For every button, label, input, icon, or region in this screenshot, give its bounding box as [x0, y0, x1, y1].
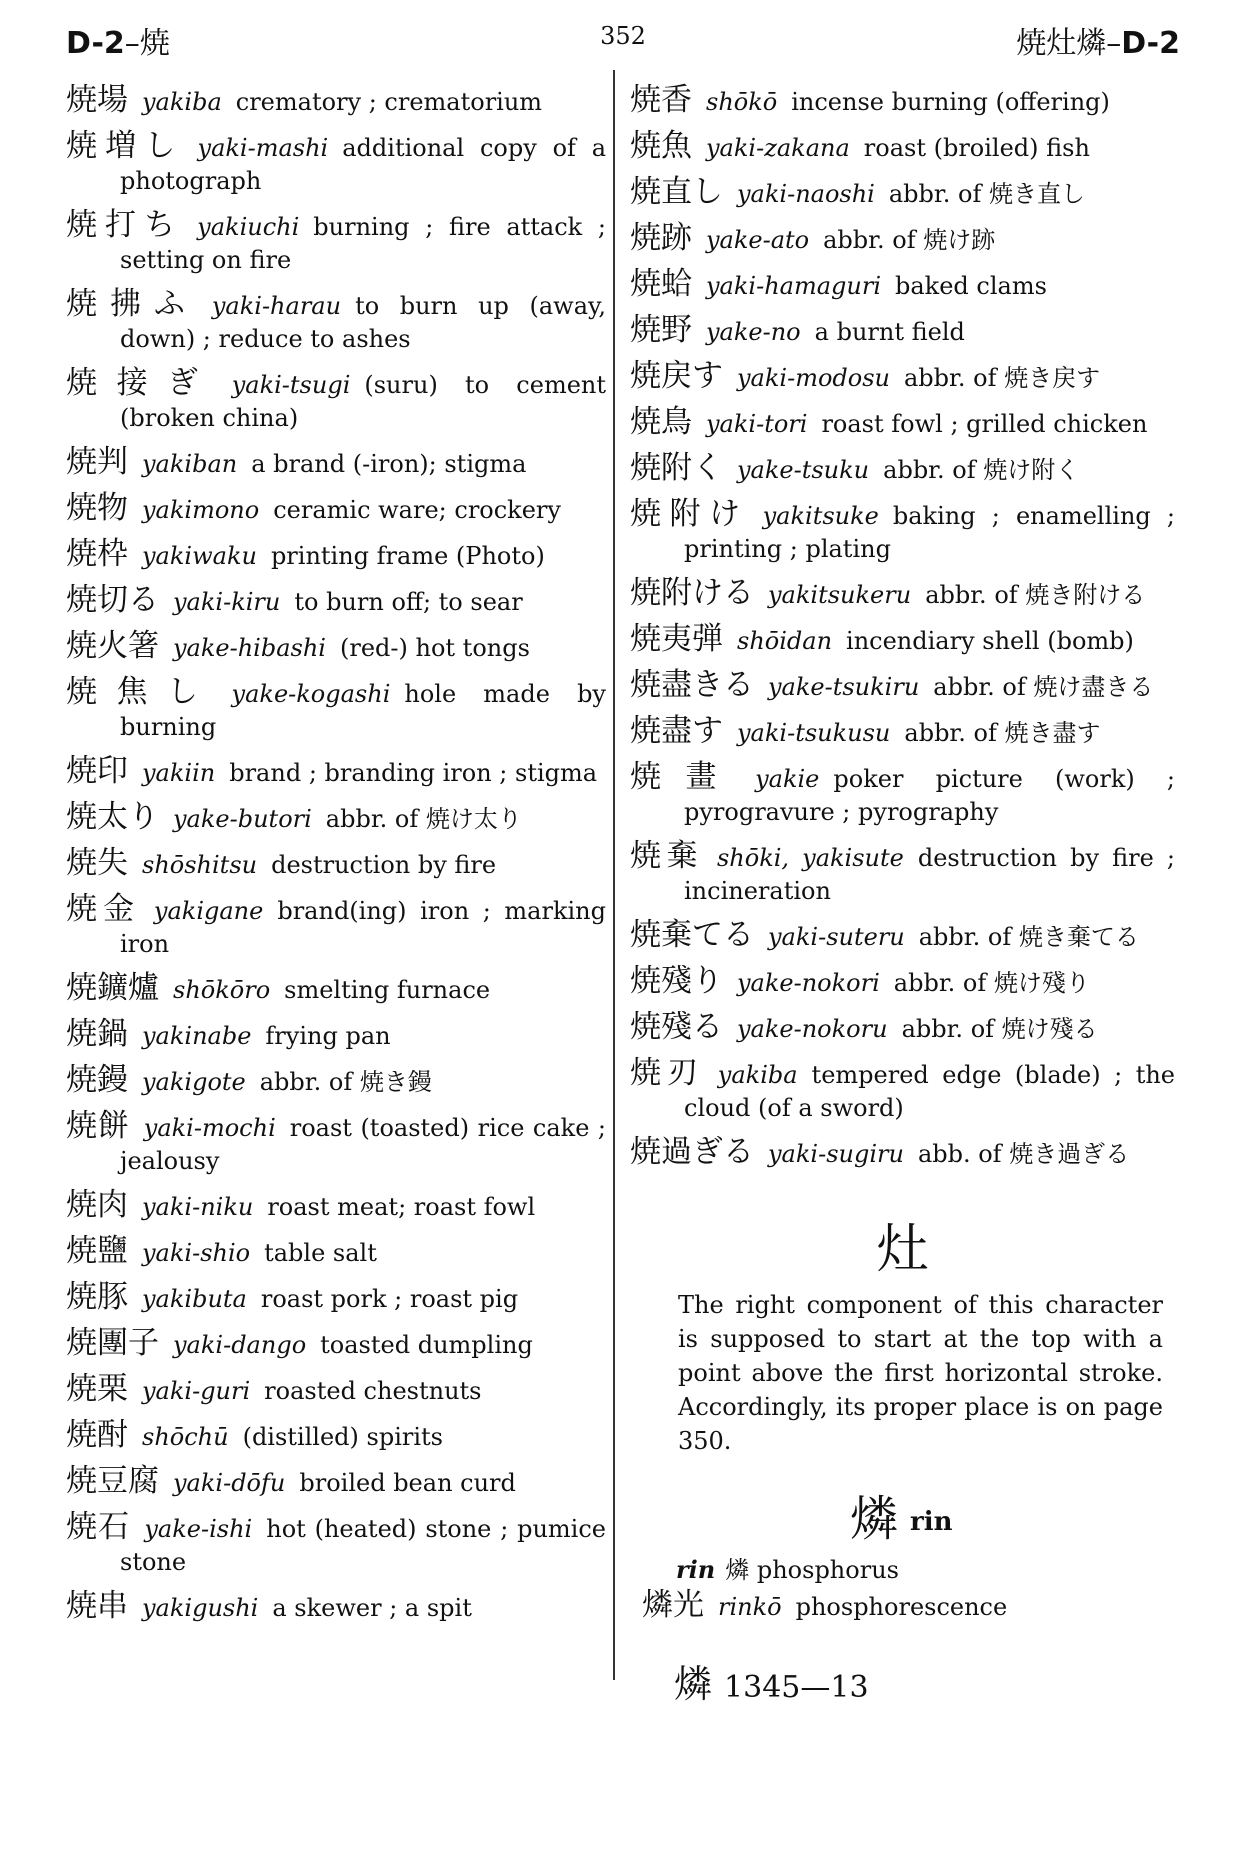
entry-headword: 焼酎 [66, 1417, 128, 1453]
entry-definition: hole made by burning [120, 680, 606, 741]
dictionary-entry [630, 222, 1175, 257]
page-header [66, 18, 1180, 62]
dictionary-entry [66, 1419, 606, 1454]
dictionary-entry [66, 1018, 606, 1053]
rin-reading: rin [910, 1507, 953, 1537]
entry-headword: 焼附ける [630, 575, 754, 611]
entry-definition: brand ; branding iron ; stigma [229, 759, 598, 787]
entry-headword: 焼太り [66, 799, 159, 835]
entry-definition: burning ; fire attack ; setting on fire [120, 213, 606, 274]
entry-headword: 焼接ぎ [66, 365, 218, 401]
entry-headword: 焼野 [630, 312, 692, 348]
entry-definition: broiled bean curd [299, 1469, 516, 1497]
dictionary-entry [630, 176, 1175, 211]
entry-headword: 焼刃 [630, 1055, 704, 1091]
entry-headword: 焼殘る [630, 1009, 723, 1045]
entry-definition: a skewer ; a spit [272, 1594, 472, 1622]
entry-headword: 焼豆腐 [66, 1463, 159, 1499]
entry-headword: 焼棄 [630, 838, 703, 874]
entry-definition: destruction by fire [271, 851, 497, 879]
dictionary-entry [66, 1189, 606, 1224]
entry-reading: yake-nokoru [737, 1015, 888, 1043]
dictionary-entry [66, 584, 606, 619]
dictionary-entry [66, 1373, 606, 1408]
header-right-code: D-2 [1121, 26, 1180, 61]
dictionary-entry [66, 847, 606, 882]
entry-reading: yakigote [142, 1068, 246, 1096]
dictionary-entry [630, 268, 1175, 303]
entry-definition: ceramic ware; crockery [273, 496, 561, 524]
entry-reading: yaki-mochi [143, 1114, 276, 1142]
entry-reading: yaki-kiru [173, 588, 281, 616]
entry-headword: 焼夷弾 [630, 621, 723, 657]
dictionary-entry [630, 1136, 1175, 1171]
header-right: 焼灶燐–D-2 [1016, 26, 1180, 61]
entry-headword: 焼増し [66, 128, 184, 164]
rin-kanji-head [850, 1480, 1175, 1549]
entry-definition: abbr. of 焼き戻す [904, 364, 1101, 392]
entry-reading: yakigushi [142, 1594, 259, 1622]
entry-definition: crematory ; crematorium [235, 88, 543, 116]
entry-headword: 焼棄てる [630, 917, 754, 953]
entry-headword: 焼鑛爐 [66, 970, 159, 1006]
entry-definition: brand(ing) iron ; marking iron [120, 897, 607, 958]
entry-headword: 焼火箸 [66, 628, 159, 664]
entry-definition: to burn off; to sear [294, 588, 523, 616]
entry-definition: tempered edge (blade) ; the cloud (of a sword) [684, 1061, 1175, 1122]
entry-definition: toasted dumpling [320, 1331, 533, 1359]
entry-headword: 焼餅 [66, 1108, 130, 1144]
entry-headword: 焼附く [630, 450, 723, 486]
entry-reading: yaki-naoshi [737, 180, 875, 208]
entry-headword: 焼鍋 [66, 1016, 128, 1052]
entry-reading: yake-kogashi [231, 680, 391, 708]
dictionary-entry [66, 676, 606, 744]
entry-reading: yakiban [142, 450, 238, 478]
section-kanji: 灶 [876, 1220, 929, 1280]
entry-reading: yaki-suteru [768, 923, 905, 951]
right-entries [630, 84, 1175, 1171]
entry-definition: destruction by fire ; incineration [684, 844, 1176, 905]
dictionary-entry [630, 1011, 1175, 1046]
right-column [630, 84, 1175, 1708]
entry-definition: abbr. of 焼け附く [883, 456, 1080, 484]
entry-reading: yakigane [153, 897, 264, 925]
entry-reading: yaki-tsukusu [737, 719, 891, 747]
entry-definition: a brand (-iron); stigma [251, 450, 527, 478]
entry-definition: hot (heated) stone ; pumice stone [120, 1515, 607, 1576]
dictionary-entry [630, 314, 1175, 349]
entry-reading: yake-tsuku [737, 456, 870, 484]
rin-line-reading: rin [676, 1555, 716, 1584]
entry-reading: yakie [755, 765, 820, 793]
dictionary-entry [630, 840, 1175, 908]
entry-reading: yaki-modosu [737, 364, 890, 392]
entry-reading: yake-butori [173, 805, 312, 833]
dictionary-entry [630, 761, 1175, 829]
entry-definition: printing frame (Photo) [270, 542, 545, 570]
dictionary-entry [630, 498, 1175, 566]
entry-headword: 焼團子 [66, 1325, 159, 1361]
section-note: The right component of this character is supposed to start at the top with a point above the first horizontal stroke. Accordingly, its proper place is on page 350. [678, 1291, 1163, 1455]
dictionary-entry [66, 1235, 606, 1270]
entry-definition: table salt [264, 1239, 377, 1267]
entry-reading: yaki-hamaguri [706, 272, 881, 300]
entry-headword: 焼切る [66, 582, 159, 618]
entry-reading: yakinabe [142, 1022, 252, 1050]
dictionary-entry [630, 715, 1175, 750]
rin-entry-reading: rinkō [718, 1593, 782, 1621]
entry-reading: shōkō [706, 88, 778, 116]
entry-definition: abbr. of 焼き直し [888, 180, 1085, 208]
dictionary-entry [630, 669, 1175, 704]
entry-reading: yakiuchi [197, 213, 300, 241]
dictionary-entry [66, 288, 606, 356]
entry-definition: additional copy of a photograph [120, 134, 607, 195]
entry-headword: 焼石 [66, 1509, 131, 1545]
entry-reading: yaki-dōfu [173, 1469, 286, 1497]
left-column [66, 84, 606, 1636]
entry-reading: yaki-tsugi [231, 371, 351, 399]
entry-headword: 焼殘り [630, 963, 723, 999]
entry-reading: yaki-zakana [706, 134, 850, 162]
entry-headword: 焼豚 [66, 1279, 128, 1315]
entry-headword: 焼焦し [66, 674, 218, 710]
dictionary-entry [630, 360, 1175, 395]
entry-definition: abbr. of 焼け殘り [893, 969, 1090, 997]
entry-reading: yakitsukeru [768, 581, 912, 609]
entry-reading: yake-ishi [144, 1515, 253, 1543]
rin-kanji: 燐 [850, 1491, 899, 1547]
entry-definition: poker picture (work) ; pyrogravure ; pyrography [684, 765, 1176, 826]
entry-reading: shōchū [142, 1423, 229, 1451]
header-left-code: D-2 [66, 26, 125, 61]
entry-definition: incendiary shell (bomb) [846, 627, 1134, 655]
entry-definition: abbr. of 焼け盡きる [933, 673, 1154, 701]
entry-definition: incense burning (offering) [791, 88, 1110, 116]
entry-headword: 焼畫 [630, 759, 742, 795]
entry-definition: roast fowl ; grilled chicken [821, 410, 1148, 438]
entry-definition: abbr. of 焼け跡 [823, 226, 996, 254]
dictionary-entry [630, 1057, 1175, 1125]
column-divider [613, 70, 615, 1680]
entry-headword: 焼印 [66, 753, 128, 789]
dictionary-entry [66, 1511, 606, 1579]
ref-number: 1345—13 [724, 1670, 869, 1705]
rin-entry-definition: phosphorescence [795, 1593, 1008, 1621]
entry-reading: yake-hibashi [173, 634, 326, 662]
dictionary-entry [66, 538, 606, 573]
entry-reading: yaki-niku [142, 1193, 254, 1221]
entry-definition: (distilled) spirits [242, 1423, 443, 1451]
dictionary-entry [66, 84, 606, 119]
entry-definition: abbr. of 焼き附ける [925, 581, 1146, 609]
entry-definition: a burnt field [814, 318, 965, 346]
entry-reading: shōkōro [173, 976, 271, 1004]
entry-reading: yakiwaku [142, 542, 257, 570]
entry-headword: 焼失 [66, 845, 128, 881]
entry-definition: abbr. of 焼き盡す [904, 719, 1101, 747]
entry-reading: yaki-sugiru [768, 1140, 904, 1168]
entry-reading: shōki, yakisute [716, 844, 904, 872]
header-right-chars: 焼灶燐 [1016, 26, 1107, 61]
cross-reference [674, 1653, 1175, 1708]
dictionary-entry [66, 130, 606, 198]
page-number: 352 [600, 22, 646, 50]
entry-definition: smelting furnace [284, 976, 491, 1004]
rin-definition [676, 1553, 1175, 1587]
entry-definition: roast (toasted) rice cake ; jealousy [120, 1114, 606, 1175]
dictionary-entry [66, 972, 606, 1007]
entry-definition: roast meat; roast fowl [267, 1193, 536, 1221]
entry-reading: yakibuta [142, 1285, 247, 1313]
entry-headword: 焼枠 [66, 536, 128, 572]
entry-headword: 焼過ぎる [630, 1134, 754, 1170]
dictionary-entry [66, 893, 606, 961]
entry-definition: roast (broiled) fish [863, 134, 1090, 162]
entry-headword: 焼魚 [630, 128, 692, 164]
dictionary-entry [630, 919, 1175, 954]
entry-definition: to burn up (away, down) ; reduce to ashes [120, 292, 606, 353]
dictionary-entry [66, 630, 606, 665]
dictionary-entry [630, 452, 1175, 487]
dictionary-entry [630, 965, 1175, 1000]
entry-headword: 焼盡きる [630, 667, 754, 703]
entry-headword: 焼栗 [66, 1371, 128, 1407]
entry-reading: yake-ato [706, 226, 810, 254]
entry-definition: baking ; enamelling ; printing ; plating [684, 502, 1176, 563]
entry-headword: 焼判 [66, 444, 128, 480]
entry-reading: yaki-mashi [197, 134, 329, 162]
entry-definition: (red-) hot tongs [339, 634, 530, 662]
entry-headword: 焼鏝 [66, 1062, 128, 1098]
entry-headword: 焼串 [66, 1588, 128, 1624]
dictionary-entry [66, 1064, 606, 1099]
dictionary-entry [66, 1281, 606, 1316]
dictionary-entry [630, 130, 1175, 165]
dictionary-entry [66, 755, 606, 790]
entry-headword: 焼戻す [630, 358, 723, 394]
entry-headword: 焼蛤 [630, 266, 692, 302]
entry-headword: 焼金 [66, 891, 140, 927]
dictionary-entry [66, 1465, 606, 1500]
entry-definition: abbr. of 焼き棄てる [918, 923, 1139, 951]
entry-reading: yake-no [706, 318, 801, 346]
entry-reading: yake-nokori [737, 969, 880, 997]
dictionary-entry [66, 367, 606, 435]
entry-definition: (suru) to cement (broken china) [120, 371, 607, 432]
dictionary-entry [66, 209, 606, 277]
entry-reading: yakiin [142, 759, 216, 787]
entry-reading: yakimono [142, 496, 260, 524]
entry-reading: yaki-shio [142, 1239, 251, 1267]
entry-definition: roasted chestnuts [264, 1377, 482, 1405]
entry-reading: yakiba [717, 1061, 798, 1089]
entry-reading: yaki-harau [211, 292, 342, 320]
entry-reading: yaki-dango [173, 1331, 307, 1359]
ref-kanji: 燐 [674, 1662, 713, 1706]
entry-reading: yaki-guri [142, 1377, 251, 1405]
entry-definition: frying pan [265, 1022, 391, 1050]
dictionary-entry [630, 577, 1175, 612]
dictionary-entry [66, 1110, 606, 1178]
entry-reading: yaki-tori [706, 410, 808, 438]
entry-headword: 焼附け [630, 496, 749, 532]
entry-reading: yakitsuke [762, 502, 879, 530]
dictionary-entry [630, 406, 1175, 441]
entry-definition: abbr. of 焼け太り [325, 805, 522, 833]
entry-definition: abb. of 焼き過ぎる [917, 1140, 1130, 1168]
dictionary-entry [66, 801, 606, 836]
entry-definition: baked clams [895, 272, 1047, 300]
dictionary-entry [630, 84, 1175, 119]
entry-headword: 焼香 [630, 82, 692, 118]
entry-definition: abbr. of 焼け殘る [901, 1015, 1098, 1043]
dictionary-entry [66, 1327, 606, 1362]
entry-headword: 焼鳥 [630, 404, 692, 440]
dictionary-entry [630, 623, 1175, 658]
rin-line-kanji: 燐 [725, 1556, 750, 1584]
entry-reading: shōidan [737, 627, 833, 655]
entry-definition: roast pork ; roast pig [260, 1285, 519, 1313]
entry-headword: 焼鹽 [66, 1233, 128, 1269]
entry-headword: 焼拂ふ [66, 286, 198, 322]
entry-headword: 焼肉 [66, 1187, 128, 1223]
entry-headword: 焼直し [630, 174, 723, 210]
entry-reading: yake-tsukiru [768, 673, 920, 701]
entry-definition: abbr. of 焼き鏝 [259, 1068, 432, 1096]
rin-line-definition: phosphorus [756, 1556, 899, 1584]
header-left: D-2–焼 [66, 26, 170, 61]
entry-headword: 焼場 [66, 82, 128, 118]
entry-headword: 焼打ち [66, 207, 184, 243]
entry-headword: 焼盡す [630, 713, 723, 749]
entry-reading: shōshitsu [142, 851, 258, 879]
rin-entry-headword: 燐光 [642, 1587, 704, 1623]
entry-headword: 焼物 [66, 490, 128, 526]
dictionary-entry [66, 446, 606, 481]
dictionary-entry [66, 1590, 606, 1625]
entry-reading: yakiba [142, 88, 222, 116]
rin-entry [642, 1587, 1175, 1625]
header-left-char: 焼 [139, 26, 170, 61]
dictionary-entry [66, 492, 606, 527]
entry-headword: 焼跡 [630, 220, 692, 256]
